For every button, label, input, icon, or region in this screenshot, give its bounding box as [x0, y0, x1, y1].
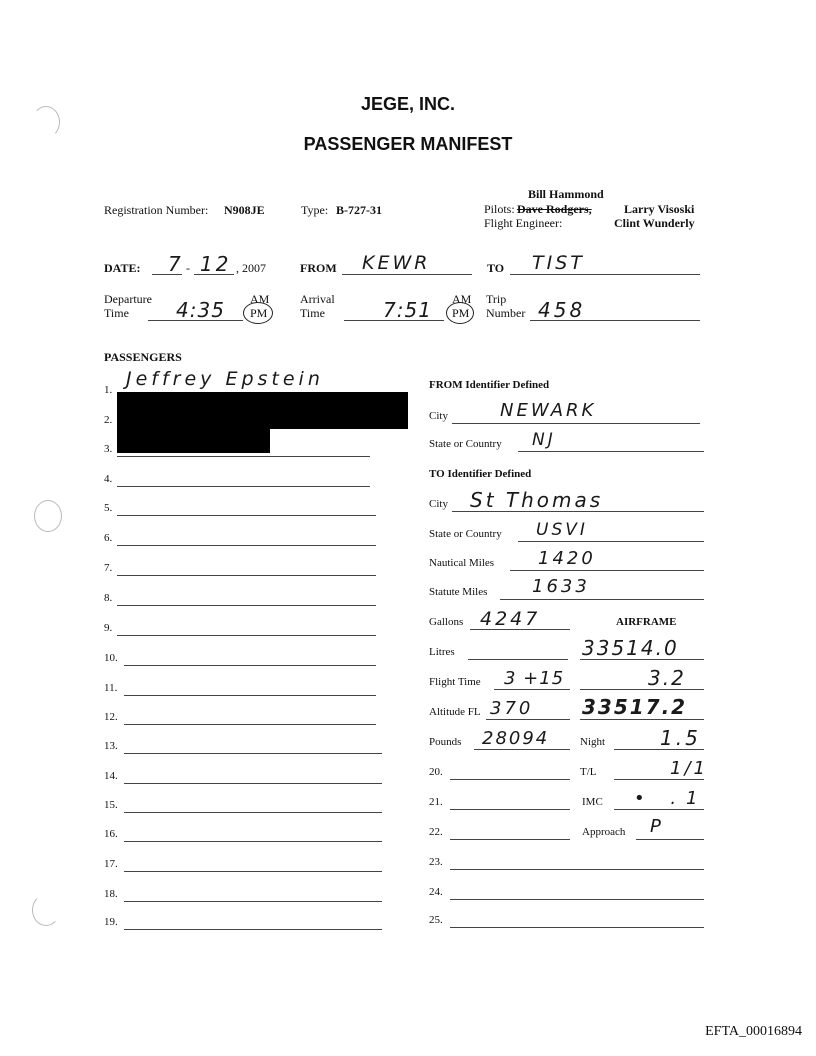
row-21-label: 21. [429, 796, 443, 808]
airframe-total-start: 33514.0 [582, 636, 679, 660]
passengers-heading: PASSENGERS [104, 350, 182, 364]
redaction-block-3 [117, 429, 270, 453]
airframe-heading: AIRFRAME [616, 616, 677, 628]
passenger-row-number: 17. [104, 858, 118, 870]
row-20-label: 20. [429, 766, 443, 778]
registration-label: Registration Number: [104, 203, 209, 217]
to-label: TO [487, 261, 505, 275]
from-state-label: State or Country [429, 438, 502, 450]
altitude-label: Altitude FL [429, 706, 481, 718]
passenger-row-number: 3. [104, 443, 113, 455]
registration-value: N908JE [224, 203, 265, 217]
pilot-added: Bill Hammond [528, 187, 604, 201]
passenger-row-number: 12. [104, 711, 118, 723]
date-label: DATE: [104, 261, 141, 275]
punch-hole-bottom [32, 894, 60, 926]
tl-value: 1/1 [670, 758, 708, 779]
arrival-label: Arrival Time [300, 292, 335, 320]
from-identifier-heading: FROM Identifier Defined [429, 379, 550, 391]
flight-time-label: Flight Time [429, 676, 481, 688]
passenger-row-number: 6. [104, 532, 113, 544]
passenger-row-number: 9. [104, 622, 113, 634]
altitude-value: 370 [490, 698, 534, 719]
row-23-label: 23. [429, 856, 443, 868]
type-value: B-727-31 [336, 203, 382, 217]
passenger-row-line [124, 871, 382, 872]
passenger-row-number: 1. [104, 384, 113, 396]
gallons-value: 4247 [480, 608, 541, 630]
arrival-pm-circle [446, 302, 474, 324]
pilots-label: Pilots: [484, 202, 515, 216]
flight-time-value: 3 +15 [504, 668, 565, 689]
passenger-row-line [124, 665, 376, 666]
passenger-row-number: 10. [104, 652, 118, 664]
engineer-value: Clint Wunderly [614, 216, 695, 230]
passenger-row-line [124, 901, 382, 902]
departure-pm-circle [243, 302, 273, 324]
passenger-row-line [117, 575, 376, 576]
row-24-label: 24. [429, 886, 443, 898]
night-label: Night [580, 736, 606, 748]
passenger-row-line [124, 812, 382, 813]
passenger-row-number: 15. [104, 799, 118, 811]
from-city-label: City [429, 410, 448, 422]
from-value: KEWR [362, 252, 431, 274]
passenger-row-line [124, 695, 376, 696]
pounds-label: Pounds [429, 736, 462, 748]
passenger-row-line [117, 456, 370, 457]
passenger-row-line [124, 753, 382, 754]
pounds-value: 28094 [482, 728, 550, 749]
page-title: PASSENGER MANIFEST [303, 134, 513, 154]
arrival-pm: PM [452, 306, 470, 320]
passenger-row-number: 13. [104, 740, 118, 752]
approach-label: Approach [582, 826, 626, 838]
passenger-row-line [117, 486, 370, 487]
type-label: Type: [301, 203, 329, 217]
pilot-2: Larry Visoski [624, 202, 695, 216]
passenger-row-line [124, 724, 376, 725]
imc-value: • .1 [634, 788, 708, 809]
statute-miles-label: Statute Miles [429, 586, 488, 598]
passenger-row-number: 18. [104, 888, 118, 900]
to-city-value: St Thomas [470, 488, 604, 512]
departure-pm: PM [250, 306, 268, 320]
airframe-total-end: 33517.2 [582, 695, 688, 719]
trip-value: 458 [538, 298, 586, 322]
passenger-row-number: 5. [104, 502, 113, 514]
passenger-row-number: 11. [104, 682, 118, 694]
imc-label: IMC [582, 796, 603, 808]
departure-value: 4:35 [176, 298, 225, 322]
to-value: TIST [532, 252, 585, 274]
night-value: 1.5 [660, 726, 701, 750]
from-city-value: NEWARK [500, 400, 597, 421]
engineer-label: Flight Engineer: [484, 216, 563, 230]
to-state-value: USVI [536, 520, 588, 540]
approach-value: P [650, 816, 664, 837]
pilot-struck: Dave Rodgers, [517, 202, 592, 216]
passenger-row-line [117, 515, 376, 516]
passenger-row-number: 4. [104, 473, 113, 485]
row-22-label: 22. [429, 826, 443, 838]
nautical-miles-value: 1420 [538, 548, 596, 569]
document-id: EFTA_00016894 [705, 1024, 802, 1039]
date-month: 7 [168, 252, 184, 276]
row-25-label: 25. [429, 914, 443, 926]
passenger-row-number: 2. [104, 414, 113, 426]
passenger-row-line [117, 635, 376, 636]
arrival-value: 7:51 [383, 298, 432, 322]
date-sep: - [186, 261, 190, 275]
passenger-1-name: Jeffrey Epstein [126, 368, 324, 390]
nautical-miles-label: Nautical Miles [429, 557, 495, 569]
passenger-row-line [124, 929, 382, 930]
date-year: , 2007 [236, 261, 266, 275]
punch-hole-middle [34, 500, 62, 532]
from-state-value: NJ [532, 430, 556, 450]
passenger-row-line [117, 545, 376, 546]
gallons-label: Gallons [429, 616, 464, 628]
departure-label: Departure Time [104, 292, 152, 320]
company-name: JEGE, INC. [360, 94, 456, 114]
redaction-block-2 [117, 392, 408, 429]
passenger-row-number: 19. [104, 916, 118, 928]
passenger-row-number: 7. [104, 562, 113, 574]
date-day: 12 [200, 252, 232, 276]
passenger-row-line [124, 841, 382, 842]
passenger-row-line [117, 605, 376, 606]
departure-am: AM [250, 292, 270, 306]
to-identifier-heading: TO Identifier Defined [429, 468, 532, 480]
statute-miles-value: 1633 [532, 576, 590, 597]
trip-label: Trip Number [486, 292, 526, 320]
passenger-row-line [124, 783, 382, 784]
passenger-row-number: 8. [104, 592, 113, 604]
airframe-flight-added: 3.2 [648, 666, 686, 690]
to-state-label: State or Country [429, 528, 502, 540]
tl-label: T/L [580, 766, 597, 778]
from-label: FROM [300, 261, 337, 275]
passenger-row-number: 14. [104, 770, 118, 782]
to-city-label: City [429, 498, 448, 510]
litres-label: Litres [429, 646, 455, 658]
passenger-row-number: 16. [104, 828, 118, 840]
arrival-am: AM [452, 292, 472, 306]
